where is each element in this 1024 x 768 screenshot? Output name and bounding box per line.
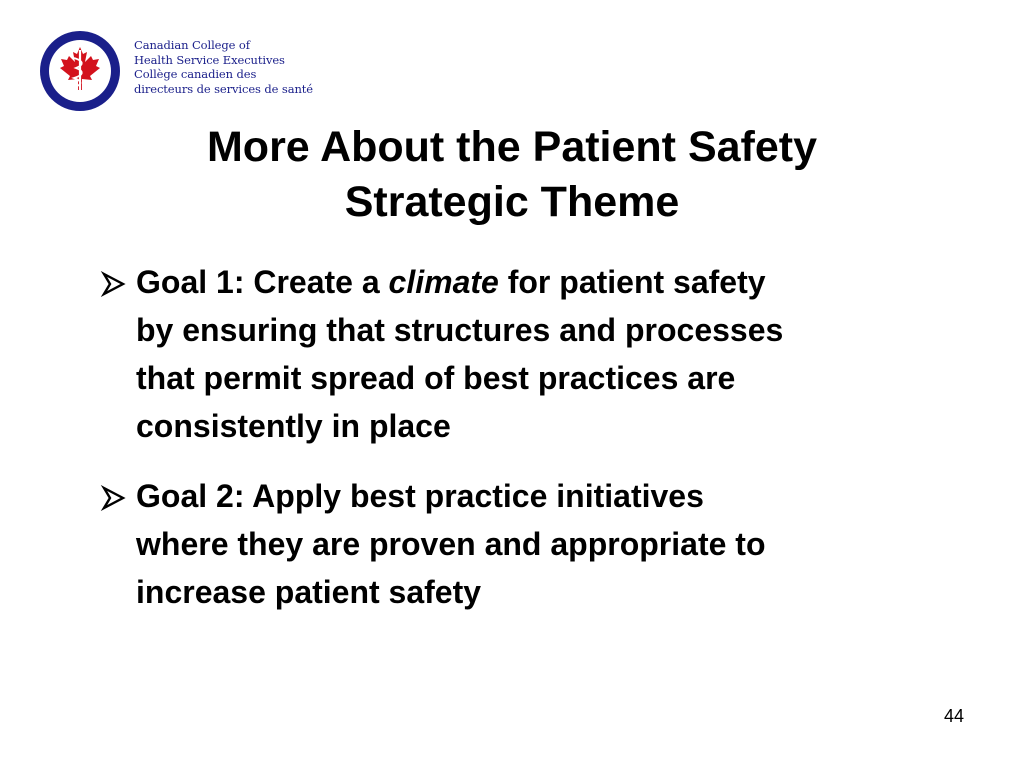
arrowhead-bullet-icon: [100, 485, 126, 511]
slide-title: [60, 120, 964, 230]
bullet-line: where they are proven and appropriate to: [136, 526, 766, 562]
maple-leaf-caduceus-icon: [38, 28, 138, 118]
slide-number: 44: [943, 706, 964, 726]
bullet-line: Goal 2: Apply best practice initiatives: [136, 478, 704, 514]
emphasized-word: climate: [388, 264, 499, 300]
title-line: More About the Patient Safety: [206, 123, 818, 171]
organization-name: [134, 38, 313, 96]
org-name-line: directeurs de services de santé: [134, 81, 313, 96]
bullet-text: Goal 1: Create a: [136, 264, 389, 300]
org-name-line: Collège canadien des: [134, 67, 257, 81]
bullet-line: by ensuring that structures and processes: [136, 312, 784, 348]
bullet-line: consistently in place: [136, 408, 451, 444]
bullet-list: [100, 258, 970, 638]
org-name-line: Health Service Executives: [134, 52, 285, 67]
title-line: Strategic Theme: [344, 178, 680, 226]
bullet-line: that permit spread of best practices are: [136, 360, 736, 396]
organization-logo: [38, 28, 138, 118]
org-name-line: Canadian College of: [134, 38, 250, 52]
bullet-text: for patient safety: [498, 264, 766, 300]
bullet-goal-2: [100, 472, 970, 616]
bullet-goal-1: [100, 258, 970, 450]
bullet-line: increase patient safety: [136, 574, 482, 610]
arrowhead-bullet-icon: [100, 271, 126, 297]
bullet-line: [136, 258, 970, 306]
